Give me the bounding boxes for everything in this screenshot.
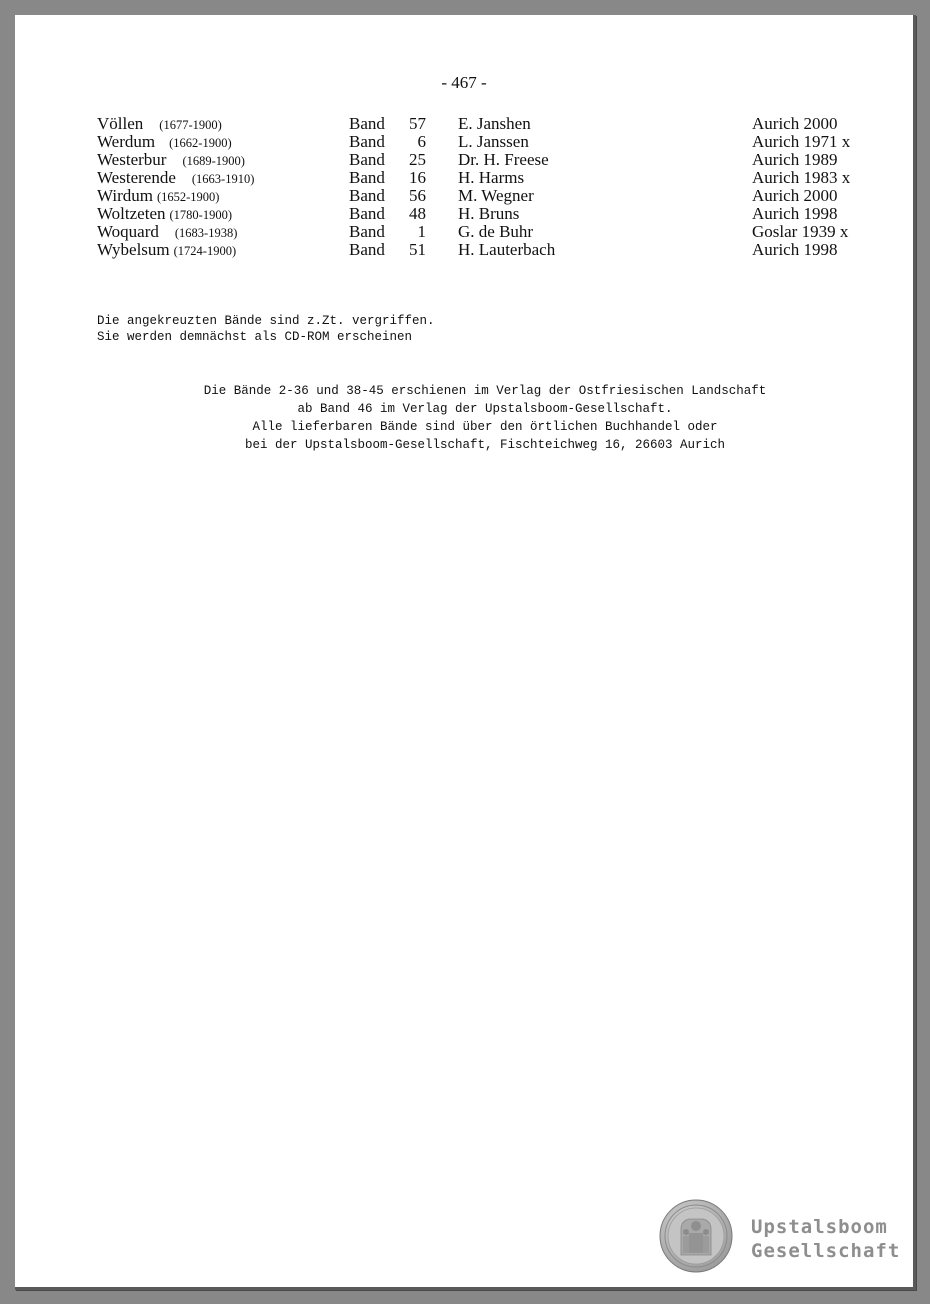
place-years: (1662-1900) [169,136,232,150]
seal-logo-icon [659,1199,733,1273]
place-years: (1652-1900) [156,190,220,204]
band-label: Band [349,204,385,223]
table-row [15,169,913,187]
publication-info: Goslar 1939 x [752,222,849,241]
publication-info: Aurich 1998 [752,204,838,223]
table-row [15,133,913,151]
place-name: Werdum [97,132,156,151]
publication-info: Aurich 1998 [752,240,838,259]
band-number: 16 [409,168,426,187]
band-number: 56 [409,186,426,205]
band-number: 57 [409,114,426,133]
table-row [15,187,913,205]
band-number: 48 [409,204,426,223]
band-label: Band [349,168,385,187]
publisher-line: Alle lieferbaren Bände sind über den örtlichen Buchhandel oder [252,420,718,434]
band-label: Band [349,186,385,205]
place-name: Völlen [97,114,144,133]
publisher-line: Die Bände 2-36 und 38-45 erschienen im Verlag der Ostfriesischen Landschaft [203,384,767,398]
table-row [15,223,913,241]
author: H. Harms [458,168,525,187]
publication-info: Aurich 2000 [752,114,838,133]
band-label: Band [349,222,385,241]
note-line: Die angekreuzten Bände sind z.Zt. vergriffen. [97,314,435,328]
publication-info: Aurich 1989 [752,150,838,169]
place-years: (1683-1938) [174,226,238,240]
table-row [15,205,913,223]
note-line: Sie werden demnächst als CD-ROM erscheinen [97,330,413,344]
place-name: Woquard [97,222,159,241]
band-number: 1 [417,222,426,241]
author: E. Janshen [458,114,531,133]
publication-info: Aurich 1983 x [752,168,851,187]
availability-note [97,313,435,345]
logo-line: Upstalsboom [751,1216,888,1238]
band-number: 51 [409,240,426,259]
band-number: 25 [409,150,426,169]
author: H. Lauterbach [458,240,556,259]
publication-info: Aurich 2000 [752,186,838,205]
place-years: (1780-1900) [169,208,232,222]
publisher-line: ab Band 46 im Verlag der Upstalsboom-Gesellschaft. [297,402,673,416]
table-row [15,115,913,133]
publisher-info [135,382,835,454]
place-years: (1663-1910) [191,172,255,186]
author: M. Wegner [458,186,534,205]
place-years: (1677-1900) [159,118,222,132]
band-label: Band [349,150,385,169]
logo-line: Gesellschaft [751,1240,901,1262]
author: G. de Buhr [458,222,534,241]
place-name: Woltzeten [97,204,166,223]
table-row [15,241,913,259]
place-name: Wybelsum [97,240,170,259]
place-name: Westerbur [97,150,167,169]
page-number: - 467 - [441,73,487,92]
author: L. Janssen [458,132,529,151]
author: Dr. H. Freese [458,150,549,169]
band-label: Band [349,132,385,151]
document-page [15,15,916,1290]
band-label: Band [349,114,385,133]
band-number: 6 [417,132,426,151]
publisher-line: bei der Upstalsboom-Gesellschaft, Fischteichweg 16, 26603 Aurich [244,438,726,452]
publication-info: Aurich 1971 x [752,132,851,151]
place-name: Wirdum [97,186,153,205]
place-years: (1724-1900) [173,244,237,258]
place-name: Westerende [97,168,176,187]
author: H. Bruns [458,204,520,223]
place-years: (1689-1900) [182,154,245,168]
logo-wordmark [751,1215,900,1263]
band-label: Band [349,240,385,259]
table-row [15,151,913,169]
